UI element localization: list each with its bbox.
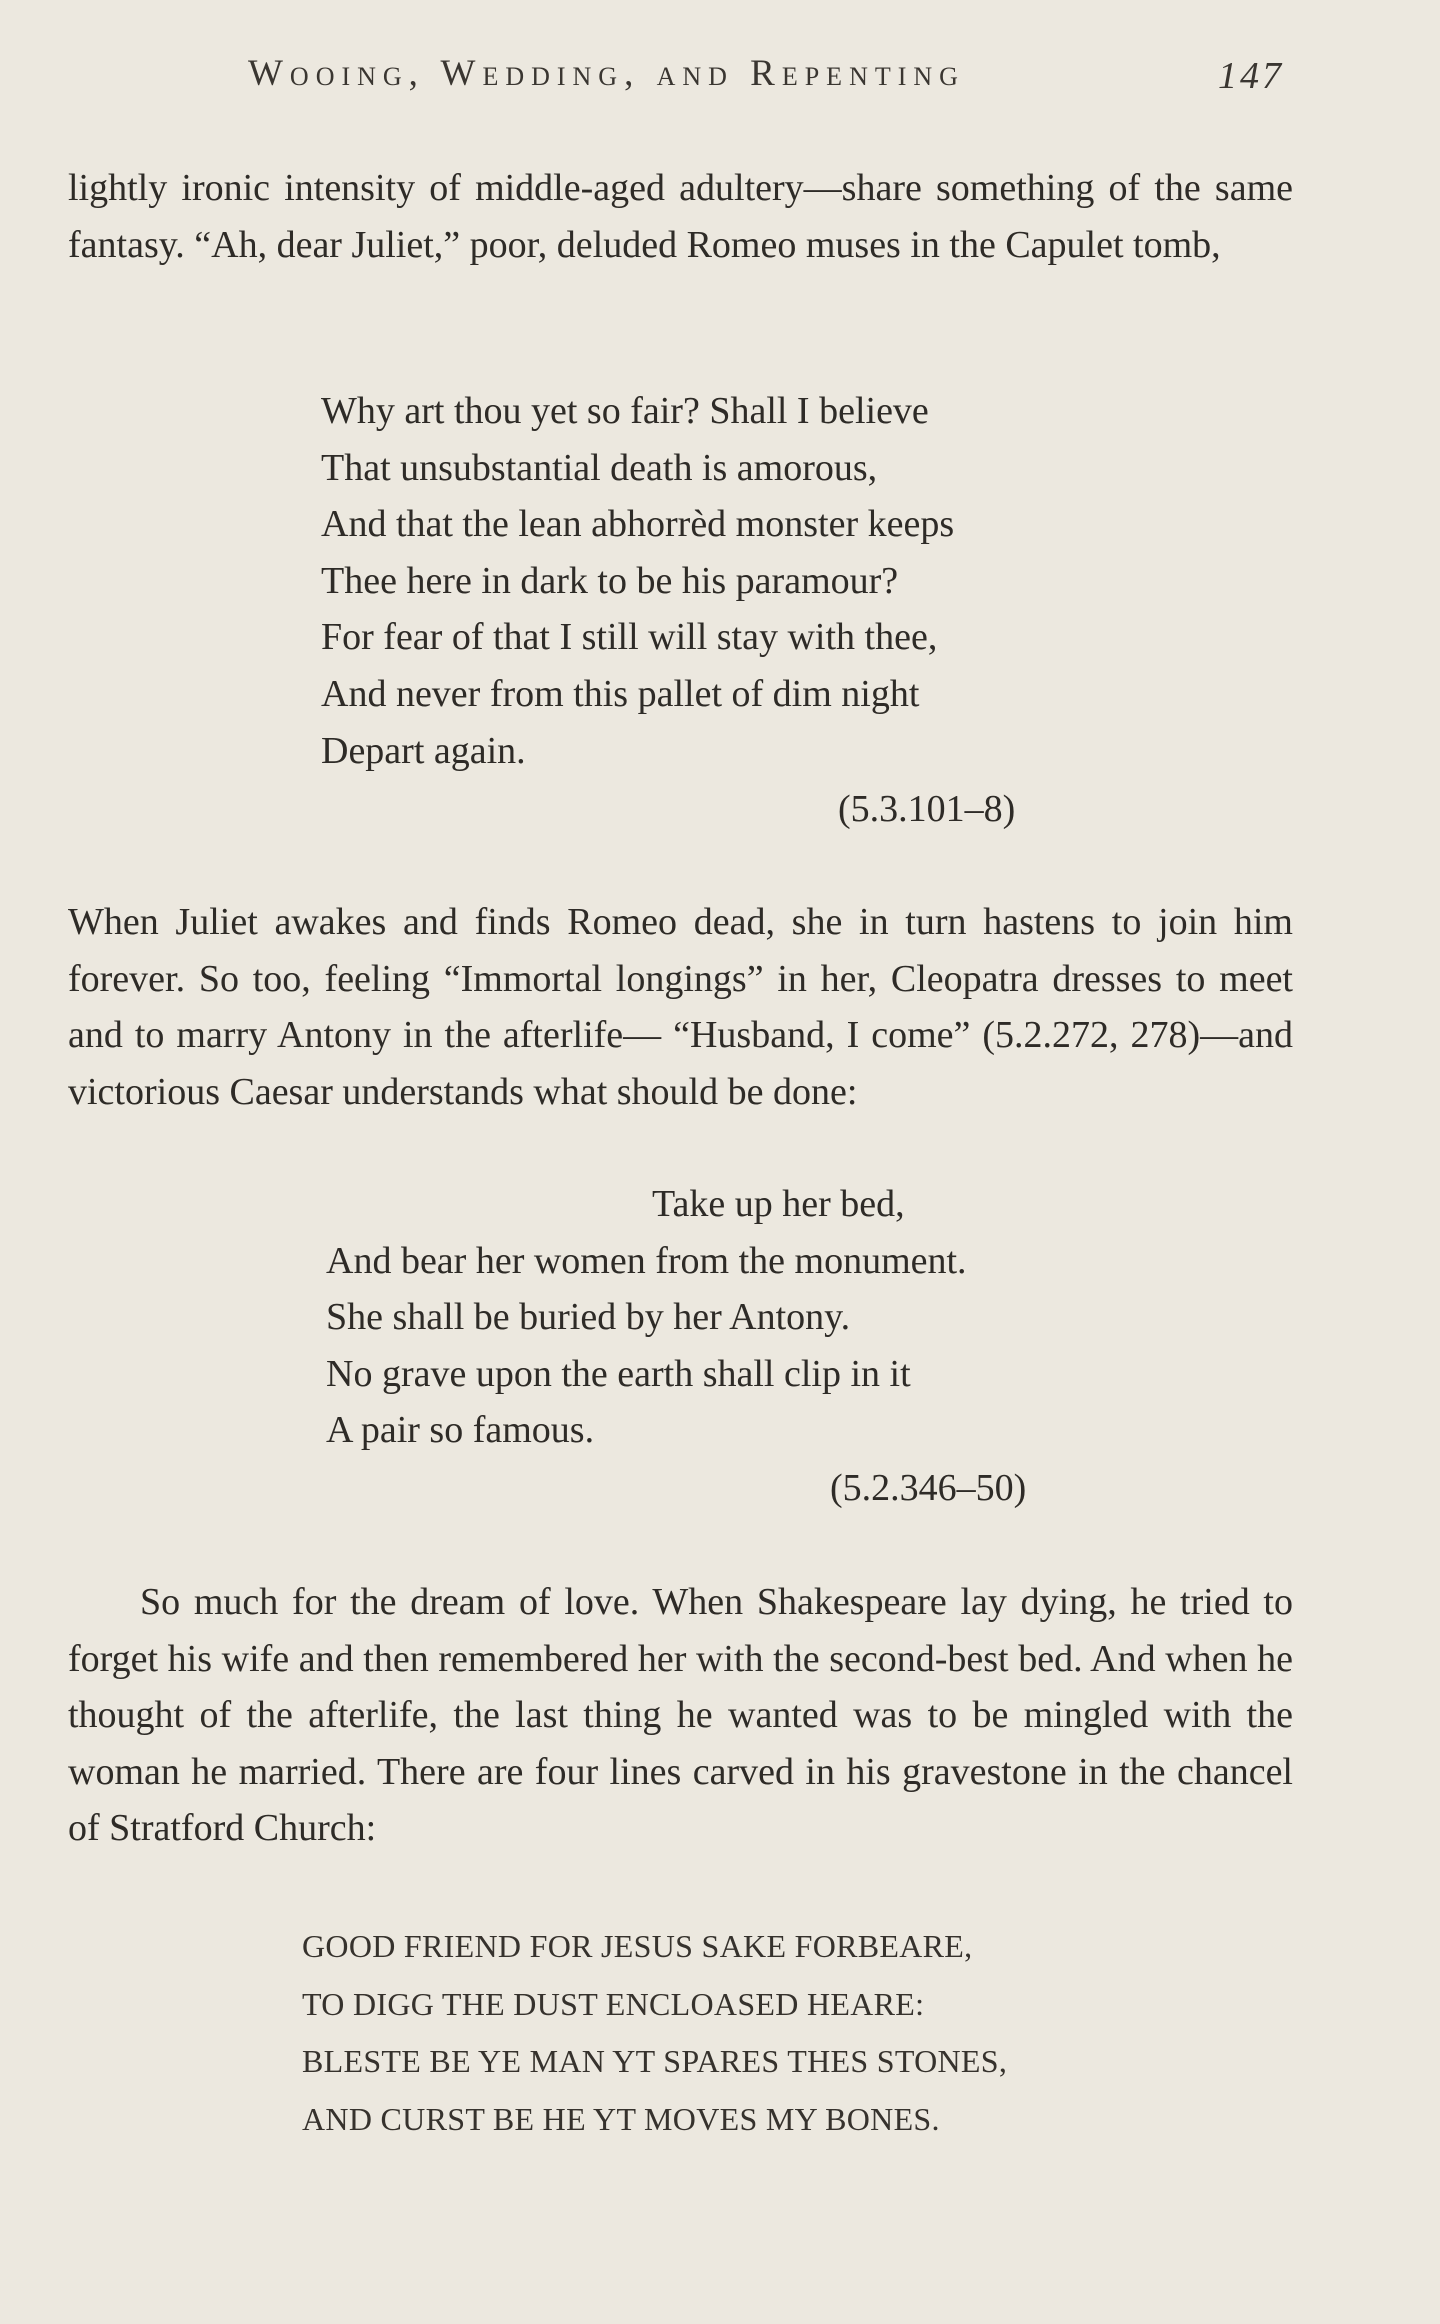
- verse-line: Take up her bed,: [652, 1183, 905, 1225]
- body-paragraph-1: lightly ironic intensity of middle-aged adultery—share something of the same fantasy. “Ah, dear Juliet,” poor, deluded Romeo muses in the Capulet tomb,: [68, 167, 1293, 266]
- verse-line: And that the lean abhorrèd monster keeps: [321, 503, 955, 546]
- verse-line: She shall be buried by her Antony.: [326, 1296, 851, 1339]
- verse-line: A pair so famous.: [326, 1409, 595, 1452]
- romeo-quote-citation: (5.3.101–8): [838, 788, 1016, 830]
- body-paragraph-2: When Juliet awakes and finds Romeo dead, she in turn hastens to join him forever. So too, feeling “Immortal longings” in her, Cleopatra dresses to meet and to marry Antony in the afterlife— “Husband, I come” (5.2.272, 278)—and victorious Caesar understands what should be done:: [68, 901, 1293, 1113]
- caesar-verse-quote: [326, 1176, 967, 1459]
- romeo-verse-quote: [321, 383, 954, 779]
- verse-line: Thee here in dark to be his paramour?: [321, 559, 899, 602]
- verse-line: That unsubstantial death is amorous,: [321, 446, 878, 489]
- epitaph-line: AND CURST BE HE YT MOVES MY BONES.: [302, 2100, 940, 2137]
- epitaph-line: BLESTE BE YE MAN YT SPARES THES STONES,: [302, 2043, 1008, 2079]
- verse-line: No grave upon the earth shall clip in it: [326, 1352, 911, 1395]
- verse-line: And never from this pallet of dim night: [321, 672, 920, 715]
- verse-line: For fear of that I still will stay with thee,: [321, 616, 938, 659]
- epitaph-line: GOOD FRIEND FOR JESUS SAKE FORBEARE,: [302, 1928, 973, 1964]
- verse-line: And bear her women from the monument.: [326, 1239, 967, 1282]
- epitaph-line: TO DIGG THE DUST ENCLOASED HEARE:: [302, 1985, 925, 2022]
- gravestone-epitaph: [302, 1918, 1007, 2148]
- verse-line: Depart again.: [321, 729, 526, 772]
- body-paragraph-3: So much for the dream of love. When Shakespeare lay dying, he tried to forget his wife and then remembered her with the second-best bed. And when he thought of the afterlife, the last thing he wanted was to be mingled with the woman he married. There are four lines carved in his gravestone in the chancel of Stratford Church:: [68, 1581, 1293, 1850]
- running-head-title: Wooing, Wedding, and Repenting: [248, 53, 965, 94]
- caesar-quote-citation: (5.2.346–50): [830, 1467, 1027, 1509]
- verse-line: Why art thou yet so fair? Shall I believe: [321, 390, 929, 432]
- page-number: 147: [1218, 55, 1284, 97]
